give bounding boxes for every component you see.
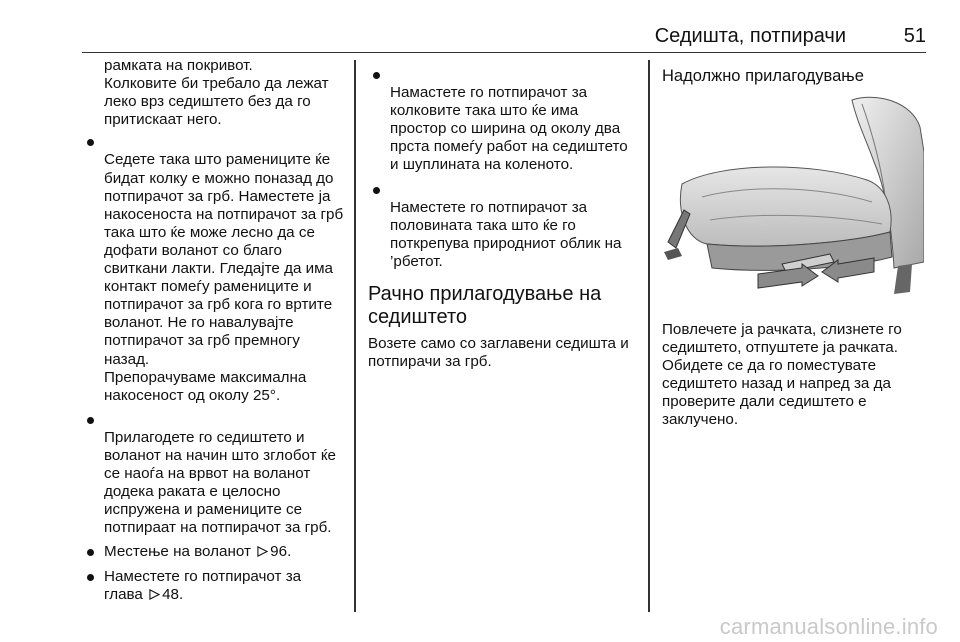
page-title: Седишта, потпирачи bbox=[654, 25, 846, 47]
instruction-paragraph: Повлечете ја рачката, слизнете го седиштето, отпуштете ја рачката. Обидете се да го поместувате седиштето назад и напред за да проверите дали седиштето е заклучено. bbox=[662, 321, 902, 429]
page-reference-link[interactable]: 48. bbox=[162, 585, 184, 603]
list-item-text: Прилагодете го седиштето и воланот на начин што зглобот ќе се наоѓа на врвот на воланот додека раката е целосно испружена и рамениците се потпираат на потпирачот за грб. bbox=[104, 428, 336, 537]
column-right bbox=[662, 66, 930, 430]
list-item bbox=[368, 66, 630, 175]
list-item bbox=[82, 568, 344, 604]
seat-drawing bbox=[662, 92, 924, 305]
list-item-text: Седете така што рамениците ќе бидат колку е можно поназад до потпирачот за грб. Наместете ја накосеноста на потпирачот за грб така што ќе може лесно да се дофати воланот со благо свиткани лакти. Гледајте да има контакт помеѓу рамениците и потпирачот за грб кога го вртите воланот. Не го навалувајте потпирачот за грб премногу назад. Препорачуваме максимална накосеност од околу 25°. bbox=[104, 151, 344, 404]
list-item-text: Местење на воланот bbox=[104, 543, 251, 561]
list-item bbox=[82, 543, 344, 561]
bullet-list bbox=[82, 133, 344, 603]
column-divider bbox=[648, 60, 650, 612]
page-number: 51 bbox=[903, 25, 926, 47]
list-item-text: Намастете го потпирачот за колковите така што ќе има простор со ширина од околу два прста помеѓу работ на седиштето и шуплината на коленото. bbox=[390, 84, 628, 174]
column-middle bbox=[368, 66, 630, 371]
reference-triangle-icon bbox=[257, 546, 268, 557]
watermark: carmanualsonline.info bbox=[719, 614, 938, 639]
column-divider bbox=[354, 60, 356, 612]
subsection-heading: Надолжно прилагодување bbox=[662, 67, 864, 85]
list-item-text: Наместете го потпирачот за половината така што ќе го поткрепува природниот облик на ’рбетот. bbox=[390, 198, 622, 270]
column-left bbox=[82, 57, 344, 610]
page-reference-link[interactable]: 96. bbox=[270, 543, 292, 561]
reference-triangle-icon bbox=[149, 589, 160, 600]
section-paragraph: Возете само со заглавени седишта и потпирачи за грб. bbox=[368, 335, 629, 371]
section-heading: Рачно прилагодување на седиштето bbox=[368, 283, 602, 329]
page-header bbox=[82, 0, 926, 53]
continuation-paragraph: рамката на покривот. Колковите би требало да лежат лeко врз седиштето без да го притискаат него. bbox=[104, 57, 329, 129]
list-item-text: Наместете го потпирачот за глава bbox=[104, 567, 302, 603]
list-item bbox=[368, 181, 630, 271]
list-item bbox=[82, 411, 344, 538]
seat-illustration bbox=[662, 92, 924, 305]
list-item bbox=[82, 133, 344, 404]
bullet-list bbox=[368, 66, 630, 271]
